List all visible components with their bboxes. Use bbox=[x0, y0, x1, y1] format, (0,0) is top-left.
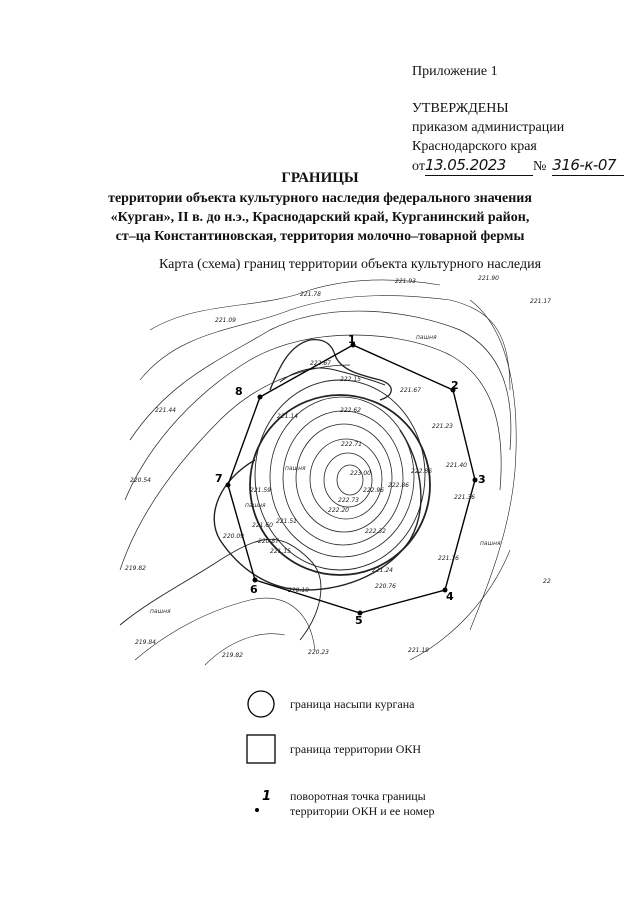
elevation-label: 222.71 bbox=[341, 441, 362, 448]
elevation-label: 223.00 bbox=[350, 470, 371, 477]
elevation-label: 221.19 bbox=[408, 647, 429, 654]
elevation-label: 219.82 bbox=[222, 652, 243, 659]
land-note: пашня bbox=[480, 540, 501, 547]
title-line-3: ст–ца Константиновская, территория молочно–товарной фермы bbox=[115, 229, 525, 244]
turning-point-4: 4 bbox=[446, 590, 454, 603]
title-line-1: территории объекта культурного наследия федерального значения bbox=[108, 191, 532, 206]
elevation-label: 220.76 bbox=[375, 583, 396, 590]
legend-point-text bbox=[290, 789, 434, 819]
land-note: пашня bbox=[245, 502, 266, 509]
elevation-label: 222.86 bbox=[411, 468, 432, 475]
approved-label: УТВЕРЖДЕНЫ bbox=[412, 101, 509, 116]
elevation-label: 220.54 bbox=[130, 477, 151, 484]
elevation-label: 220.09 bbox=[223, 533, 244, 540]
elevation-label: 221.14 bbox=[277, 413, 298, 420]
elevation-label: 221.23 bbox=[432, 423, 453, 430]
number-prefix: № bbox=[532, 159, 547, 174]
elevation-label: 221.36 bbox=[454, 494, 475, 501]
order-date: 13.05.2023 bbox=[425, 156, 533, 176]
legend-okn bbox=[245, 733, 422, 763]
elevation-label: 222.62 bbox=[340, 407, 361, 414]
legend-point-line-2: территории ОКН и ее номер bbox=[290, 804, 435, 818]
order-line-1: приказом администрации bbox=[412, 120, 565, 135]
elevation-marks bbox=[125, 275, 551, 659]
elevation-label: 22 bbox=[543, 578, 551, 585]
elevation-label: 220.23 bbox=[308, 649, 329, 656]
mound-boundary-symbol bbox=[245, 688, 277, 720]
turning-point-sample: 1 bbox=[262, 789, 272, 804]
elevation-label: 221.59 bbox=[250, 487, 271, 494]
legend-turning-point bbox=[245, 786, 435, 826]
elevation-label: 221.60 bbox=[252, 522, 273, 529]
turning-point-1: 1 bbox=[348, 333, 356, 346]
date-prefix: от bbox=[412, 159, 425, 174]
turning-point-8: 8 bbox=[235, 385, 243, 398]
elevation-label: 221.44 bbox=[155, 407, 176, 414]
legend-point-line-1: поворотная точка границы bbox=[290, 789, 426, 803]
turning-point-7: 7 bbox=[215, 472, 223, 485]
order-number: 316-к-07 bbox=[552, 156, 624, 176]
elevation-label: 221.17 bbox=[530, 298, 551, 305]
land-note: пашня bbox=[150, 608, 171, 615]
document-title bbox=[0, 170, 640, 246]
title-line-2: «Курган», II в. до н.э., Краснодарский край, Курганинский район, bbox=[110, 210, 530, 225]
elevation-label: 222.96 bbox=[363, 487, 384, 494]
approval-block bbox=[412, 99, 624, 176]
land-note: пашня bbox=[416, 334, 437, 341]
elevation-label: 219.82 bbox=[125, 565, 146, 572]
elevation-label: 222.20 bbox=[328, 507, 349, 514]
elevation-label: 220.87 bbox=[258, 538, 279, 545]
elevation-label: 222.32 bbox=[365, 528, 386, 535]
elevation-label: 221.40 bbox=[446, 462, 467, 469]
elevation-label: 221.93 bbox=[395, 278, 416, 285]
boundary-map bbox=[110, 270, 570, 670]
turning-point-symbol bbox=[245, 786, 277, 822]
okn-boundary-symbol bbox=[245, 733, 277, 765]
legend-mound-label: граница насыпи кургана bbox=[290, 697, 415, 711]
elevation-label: 221.09 bbox=[215, 317, 236, 324]
appendix-label: Приложение 1 bbox=[412, 64, 498, 79]
elevation-label: 221.51 bbox=[276, 518, 297, 525]
turning-point-2: 2 bbox=[451, 379, 459, 392]
elevation-label: 221.78 bbox=[300, 291, 321, 298]
elevation-label: 221.24 bbox=[372, 567, 393, 574]
elevation-label: 221.16 bbox=[438, 555, 459, 562]
elevation-label: 221.15 bbox=[270, 548, 291, 555]
turning-point-3: 3 bbox=[478, 473, 486, 486]
order-line-2: Краснодарского края bbox=[412, 139, 537, 154]
elevation-label: 220.19 bbox=[288, 587, 309, 594]
contour-lines bbox=[120, 280, 516, 665]
land-note: пашня bbox=[285, 465, 306, 472]
land-use-notes bbox=[150, 334, 501, 615]
legend-okn-label: граница территории ОКН bbox=[290, 742, 422, 756]
elevation-label: 222.73 bbox=[338, 497, 359, 504]
map-caption: Карта (схема) границ территории объекта культурного наследия bbox=[158, 257, 542, 272]
title-heading: ГРАНИЦЫ bbox=[281, 170, 359, 186]
elevation-label: 221.67 bbox=[400, 387, 421, 394]
elevation-label: 221.90 bbox=[478, 275, 499, 282]
elevation-label: 222.67 bbox=[310, 360, 331, 367]
elevation-label: 222.15 bbox=[340, 376, 361, 383]
elevation-label: 219.84 bbox=[135, 639, 156, 646]
legend-mound bbox=[245, 688, 415, 718]
elevation-label: 222.86 bbox=[388, 482, 409, 489]
turning-point-6: 6 bbox=[250, 583, 258, 596]
turning-point-5: 5 bbox=[355, 614, 363, 627]
